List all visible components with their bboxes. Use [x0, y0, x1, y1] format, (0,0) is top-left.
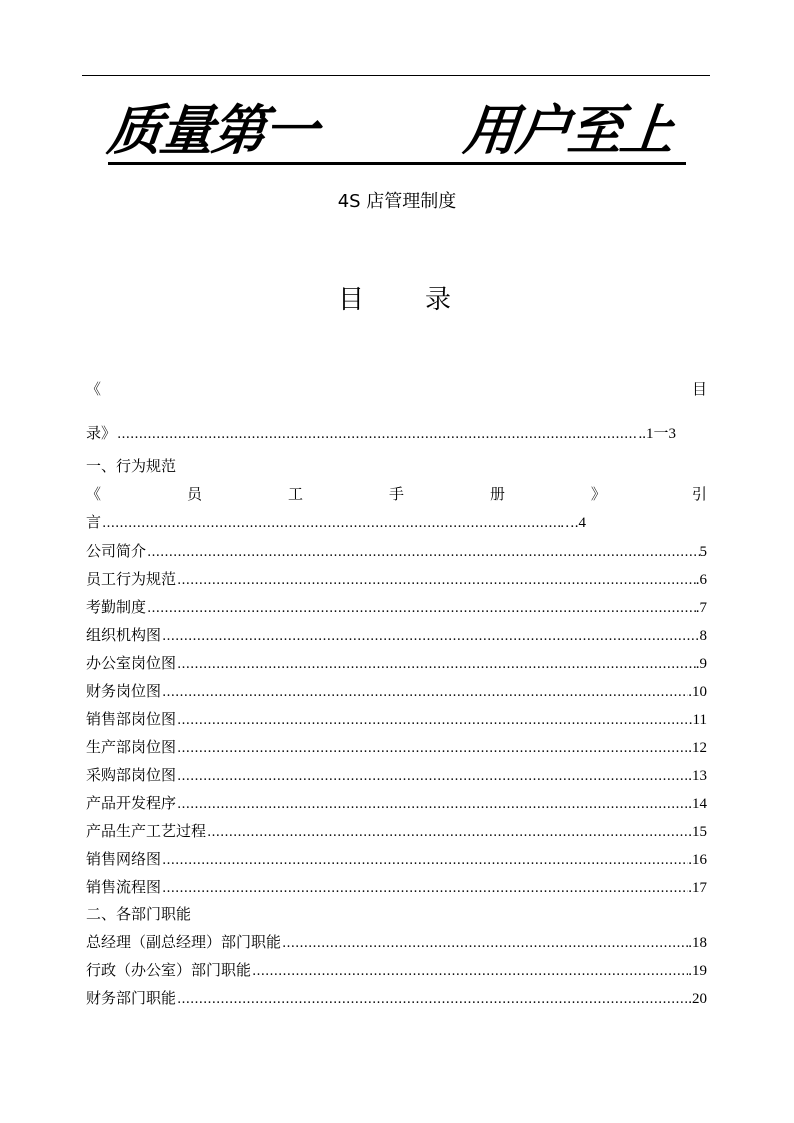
toc-entry-label: 产品开发程序: [86, 794, 177, 812]
toc-entry-label: 言: [86, 513, 102, 531]
toc-entry[interactable]: [86, 875, 707, 899]
toc-entry-page: .16: [688, 852, 707, 868]
toc-entry[interactable]: [86, 595, 707, 619]
toc-entry-page: ..1一3: [638, 426, 676, 442]
dot-leader: [161, 681, 688, 705]
toc-entry[interactable]: [86, 623, 707, 647]
section-1-title: 一、行为规范: [86, 457, 177, 475]
toc-entry-page: 8: [699, 628, 707, 644]
dot-leader: [101, 512, 560, 536]
dot-leader: [161, 625, 699, 649]
toc-entry-label: 产品生产工艺过程: [86, 822, 207, 840]
dot-leader: [281, 932, 688, 956]
toc-entry-label: 财务部门职能: [86, 989, 177, 1007]
dot-leader: [146, 541, 699, 565]
toc-entry-label: 录》: [86, 424, 117, 442]
header-rule: [82, 75, 710, 76]
dot-leader: [176, 737, 688, 761]
toc-entry[interactable]: [86, 986, 707, 1010]
toc-heading-char-1: 目: [338, 285, 365, 315]
handbook-line-2[interactable]: [86, 510, 586, 534]
slogan-banner: [105, 100, 690, 162]
handbook-char: 员: [186, 485, 202, 503]
toc-entry-page: .14: [688, 796, 707, 812]
toc-entry-page: .15: [688, 824, 707, 840]
toc-entry-label: 公司简介: [86, 542, 147, 560]
toc-entry-page: ….4: [559, 515, 586, 531]
toc-entry-label: 采购部岗位图: [86, 766, 177, 784]
dot-leader: [176, 653, 696, 677]
dot-leader: [161, 877, 688, 901]
document-subtitle: 4S 店管理制度: [337, 191, 457, 212]
toc-entry[interactable]: [86, 539, 707, 563]
toc-entry-label: 行政（办公室）部门职能: [86, 961, 252, 979]
toc-entry[interactable]: [86, 958, 707, 982]
toc-intro-line-1: [86, 377, 707, 401]
toc-entry-label: 考勤制度: [86, 598, 147, 616]
toc-entry-label: 财务岗位图: [86, 682, 162, 700]
dot-leader: [206, 821, 688, 845]
toc-entry-label: 销售网络图: [86, 850, 162, 868]
dot-leader: [251, 960, 688, 984]
toc-entry-label: 销售流程图: [86, 878, 162, 896]
dot-leader: [176, 765, 688, 789]
toc-entry[interactable]: [86, 930, 707, 954]
handbook-char: 册: [489, 485, 505, 503]
toc-entry-label: 总经理（副总经理）部门职能: [86, 933, 282, 951]
handbook-char: 《: [86, 485, 102, 503]
toc-entry[interactable]: [86, 847, 707, 871]
toc-entry-label: 销售部岗位图: [86, 710, 177, 728]
toc-entry[interactable]: [86, 763, 707, 787]
toc-entry[interactable]: [86, 679, 707, 703]
slogan-quality-first: 质量第一: [104, 99, 320, 162]
toc-entry-page: .17: [688, 880, 707, 896]
toc-entry-label: 员工行为规范: [86, 570, 177, 588]
toc-entry-label: 办公室岗位图: [86, 654, 177, 672]
handbook-char: 引: [691, 485, 707, 503]
toc-entry[interactable]: [86, 651, 707, 675]
section-2-title: 二、各部门职能: [86, 905, 192, 923]
toc-entry[interactable]: [86, 707, 707, 731]
toc-entry-page: .18: [688, 935, 707, 951]
toc-entry-page: .6: [695, 572, 707, 588]
toc-entry-page: .20: [688, 991, 707, 1007]
dot-leader: [176, 793, 688, 817]
toc-intro-mu: 目: [691, 380, 707, 398]
toc-intro-open-quote: 《: [86, 380, 102, 398]
dot-leader: [116, 423, 638, 447]
toc-heading-char-2: 录: [425, 285, 452, 315]
toc-entry-label: 生产部岗位图: [86, 738, 177, 756]
slogan-underline: [108, 162, 686, 165]
handbook-char: 》: [590, 485, 606, 503]
toc-entry-label: 组织机构图: [86, 626, 162, 644]
dot-leader: [161, 849, 688, 873]
dot-leader: [176, 709, 689, 733]
toc-entry[interactable]: [86, 567, 707, 591]
toc-entry[interactable]: [86, 819, 707, 843]
toc-entry[interactable]: [86, 735, 707, 759]
dot-leader: [146, 597, 696, 621]
toc-entry-page: .13: [688, 768, 707, 784]
toc-entry-page: .10: [688, 684, 707, 700]
toc-intro-line-2[interactable]: [86, 421, 676, 445]
toc-entry-page: .12: [688, 740, 707, 756]
toc-entry-page: .7: [695, 600, 707, 616]
dot-leader: [176, 988, 688, 1012]
handbook-line-1: [86, 482, 707, 506]
slogan-customer-first: 用户至上: [460, 99, 676, 162]
toc-entry-page: 5: [699, 544, 707, 560]
dot-leader: [176, 569, 696, 593]
toc-entry-page: .11: [688, 712, 707, 728]
toc-entry[interactable]: [86, 791, 707, 815]
toc-entry-page: .9: [695, 656, 707, 672]
handbook-char: 手: [388, 485, 404, 503]
toc-entry-page: .19: [688, 963, 707, 979]
handbook-char: 工: [287, 485, 303, 503]
